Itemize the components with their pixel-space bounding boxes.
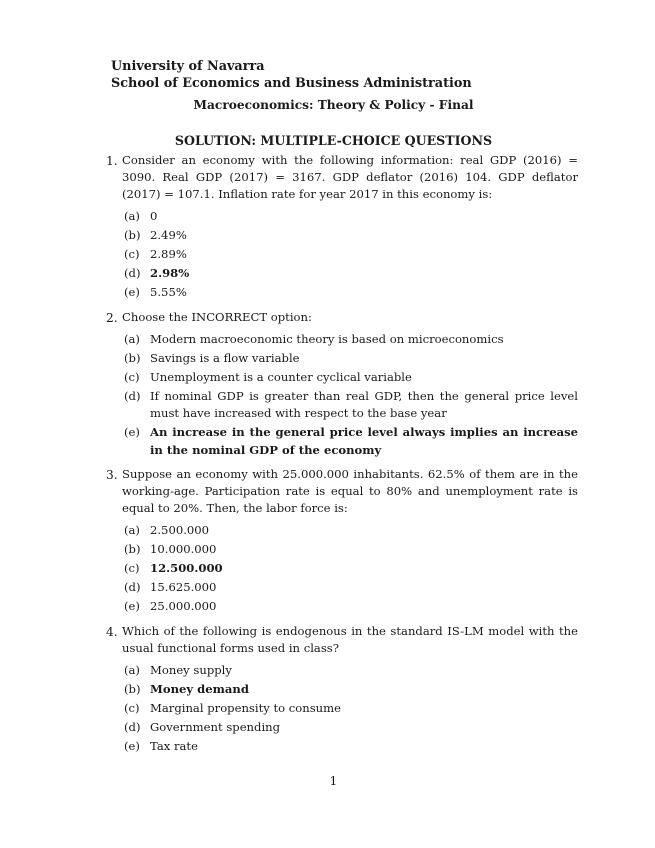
- page-number: 1: [329, 774, 338, 788]
- question-text: Consider an economy with the following information: real GDP (2016) = 3090. Real GDP (2017) = 3167. GDP deflator (2016) 104. GDP deflator (2017) = 107.1. Inflation rate for year 2017 in this economy is:: [122, 153, 578, 201]
- section-title: SOLUTION: MULTIPLE-CHOICE QUESTIONS: [174, 133, 493, 148]
- option-text: Money demand: [150, 681, 249, 696]
- question-text: Which of the following is endogenous in the standard IS-LM model with the usual functional forms used in class?: [122, 623, 578, 655]
- option-a: [122, 331, 578, 349]
- option-text: An increase in the general price level always implies an increase in the nominal GDP of the economy: [150, 425, 578, 457]
- option-label: (c): [124, 247, 140, 261]
- option-label: (a): [124, 209, 140, 223]
- option-b: [122, 227, 578, 245]
- option-label: (c): [124, 369, 140, 384]
- option-text: 10.000.000: [150, 542, 217, 556]
- school-name: School of Economics and Business Administration: [111, 76, 472, 91]
- option-d: [122, 388, 578, 423]
- option-list: [122, 662, 578, 756]
- option-c: [122, 700, 578, 718]
- option-label: (d): [124, 266, 141, 280]
- option-text: 5.55%: [150, 285, 187, 299]
- option-e: [122, 598, 578, 616]
- option-text: 2.49%: [150, 228, 187, 242]
- option-text: Savings is a flow variable: [150, 350, 300, 365]
- option-label: (d): [124, 388, 141, 403]
- option-text: If nominal GDP is greater than real GDP, then the general price level must have increased with respect to the base year: [150, 388, 578, 420]
- option-label: (b): [124, 228, 141, 242]
- option-d-correct-answer: [122, 265, 578, 283]
- option-c: [122, 246, 578, 264]
- option-list: [122, 331, 578, 460]
- question-1: [106, 152, 578, 302]
- option-text: 12.500.000: [150, 561, 223, 575]
- option-b: [122, 350, 578, 368]
- option-text: Government spending: [150, 719, 281, 734]
- option-label: (d): [124, 580, 141, 594]
- option-label: (c): [124, 561, 140, 575]
- option-a: [122, 208, 578, 226]
- option-e: [122, 738, 578, 756]
- question-2: [106, 309, 578, 460]
- option-a: [122, 662, 578, 680]
- option-text: Modern macroeconomic theory is based on microeconomics: [150, 331, 504, 346]
- question-4: [106, 623, 578, 756]
- option-label: (b): [124, 542, 141, 556]
- option-list: [122, 208, 578, 302]
- option-c-correct-answer: [122, 560, 578, 578]
- option-label: (c): [124, 700, 140, 715]
- question-number: 4.: [106, 624, 118, 639]
- option-d: [122, 719, 578, 737]
- option-d: [122, 579, 578, 597]
- option-b: [122, 541, 578, 559]
- option-label: (a): [124, 523, 140, 537]
- course-title: Macroeconomics: Theory & Policy - Final: [193, 98, 474, 112]
- option-b-correct-answer: [122, 681, 578, 699]
- option-e-correct-answer: [122, 424, 578, 459]
- question-number: 3.: [106, 468, 118, 482]
- option-label: (e): [124, 599, 140, 613]
- question-number: 2.: [106, 310, 118, 325]
- option-label: (b): [124, 350, 141, 365]
- option-text: 2.500.000: [150, 523, 210, 537]
- option-label: (a): [124, 662, 140, 677]
- option-label: (d): [124, 719, 141, 734]
- option-label: (e): [124, 285, 140, 299]
- university-name: University of Navarra: [111, 59, 265, 74]
- option-label: (a): [124, 331, 140, 346]
- document-header: [111, 58, 472, 92]
- question-list: [106, 152, 578, 762]
- option-c: [122, 369, 578, 387]
- option-text: Tax rate: [150, 738, 198, 753]
- option-text: 0: [150, 209, 158, 223]
- option-text: Marginal propensity to consume: [150, 700, 342, 715]
- question-number: 1.: [106, 154, 118, 168]
- option-e: [122, 284, 578, 302]
- option-text: 25.000.000: [150, 599, 217, 613]
- option-text: 2.89%: [150, 247, 187, 261]
- option-label: (e): [124, 425, 140, 439]
- option-label: (e): [124, 738, 140, 753]
- option-text: 2.98%: [150, 266, 190, 280]
- option-text: 15.625.000: [150, 580, 217, 594]
- option-label: (b): [124, 681, 141, 696]
- option-a: [122, 522, 578, 540]
- option-list: [122, 522, 578, 616]
- question-3: [106, 466, 578, 616]
- question-text: Choose the INCORRECT option:: [122, 309, 312, 324]
- option-text: Unemployment is a counter cyclical variable: [150, 369, 412, 384]
- option-text: Money supply: [150, 662, 232, 677]
- question-text: Suppose an economy with 25.000.000 inhabitants. 62.5% of them are in the working-age. Participation rate is equal to 80% and unemployment rate is equal to 20%. Then, the labor force is:: [122, 467, 578, 515]
